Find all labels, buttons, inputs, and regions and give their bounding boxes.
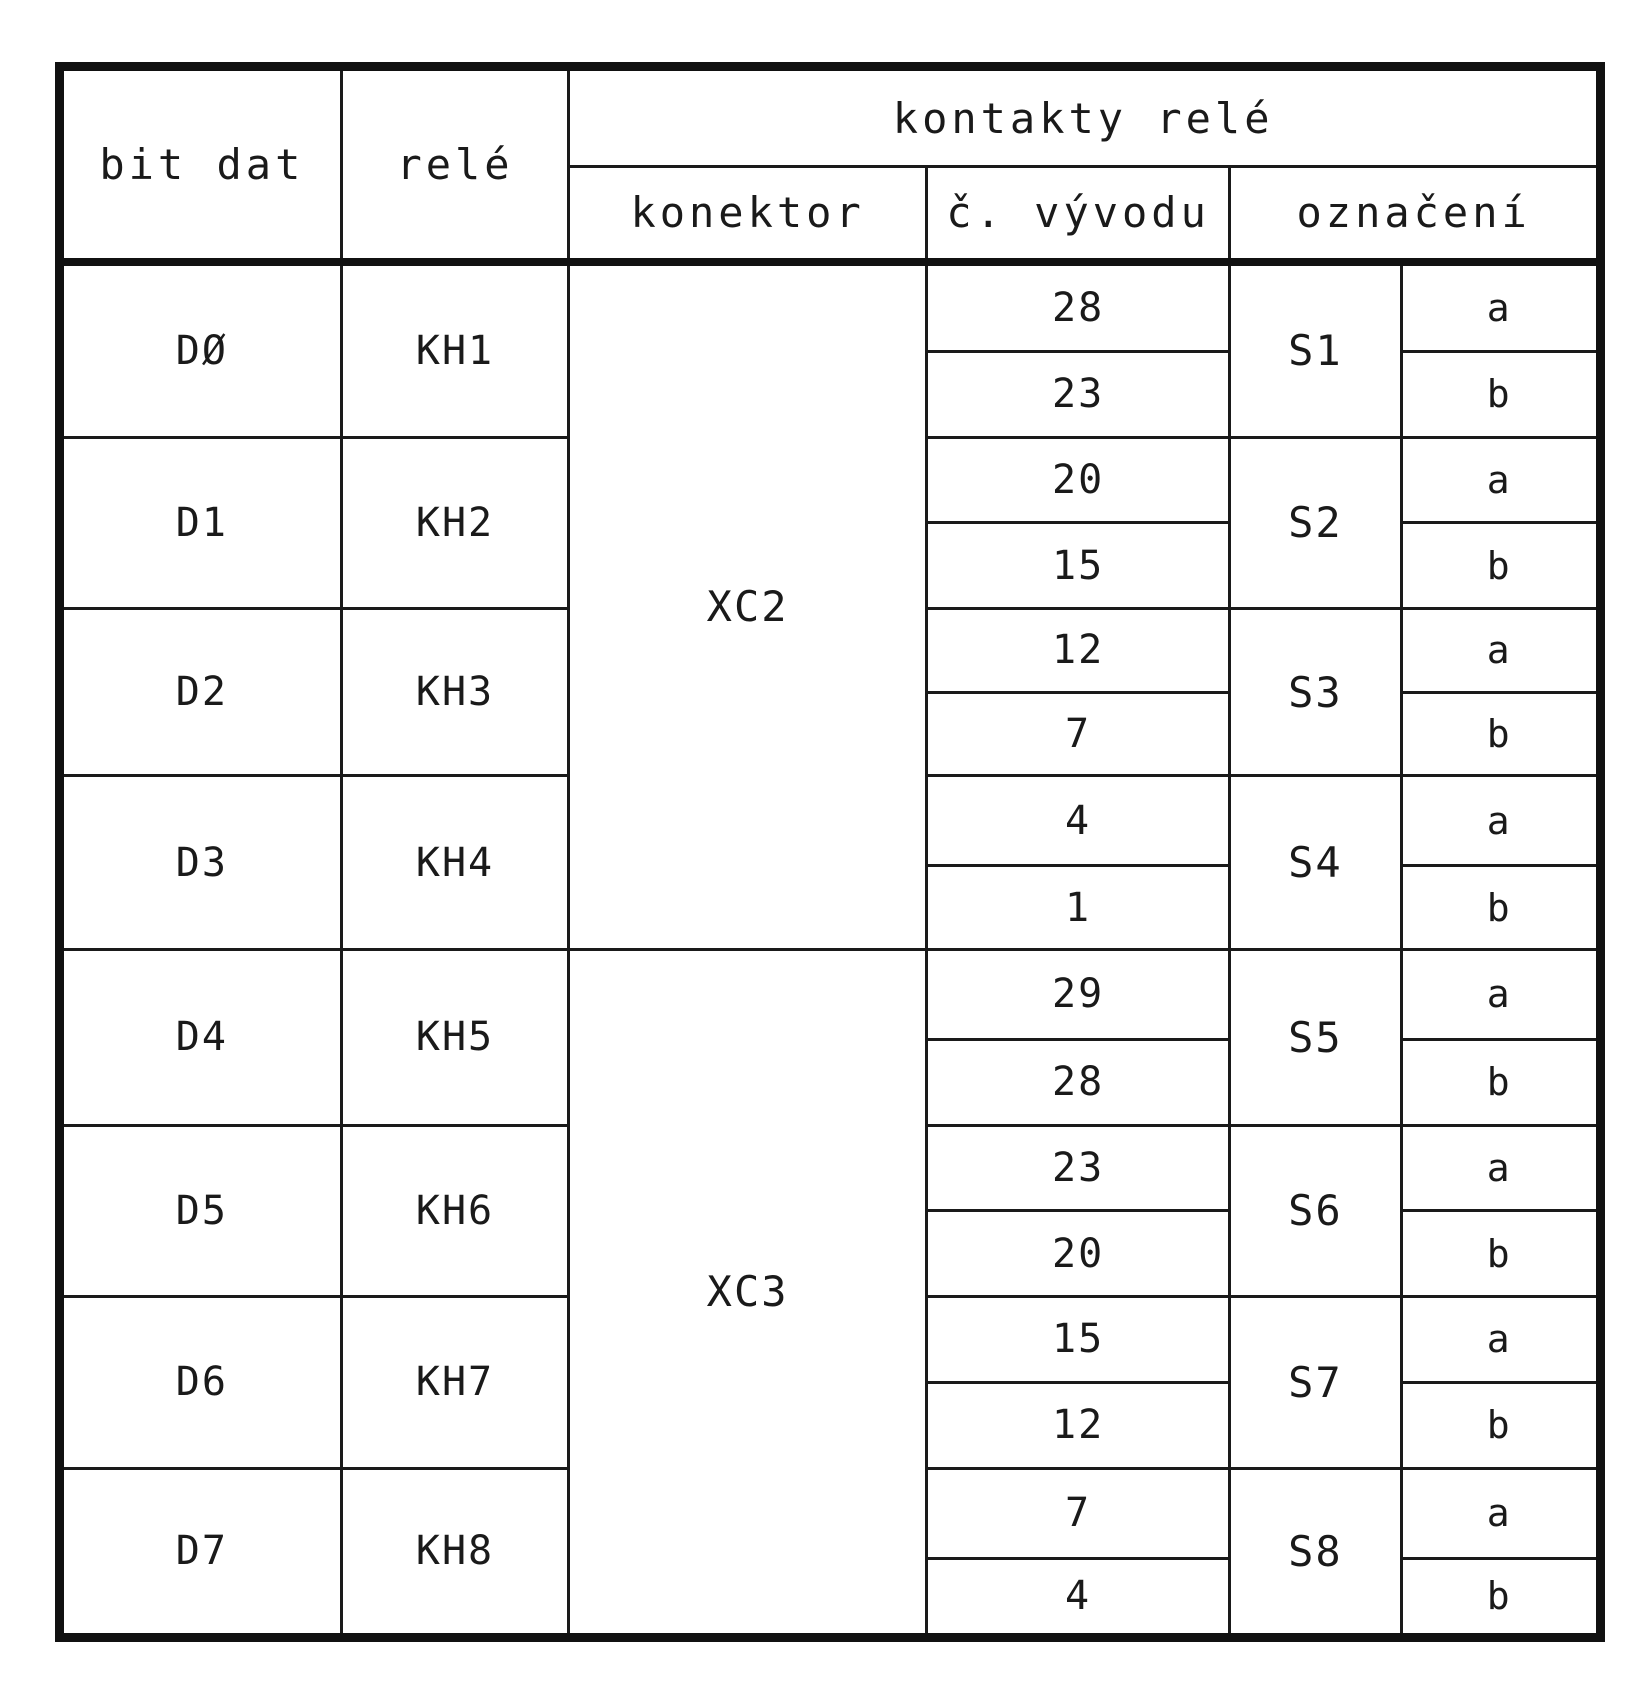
cell-relay: KH4 xyxy=(341,776,569,950)
cell-contact: b xyxy=(1401,1211,1601,1297)
header-designation: označení xyxy=(1230,167,1601,262)
cell-switch: S7 xyxy=(1230,1297,1401,1468)
cell-bit: D3 xyxy=(60,776,342,950)
header-relay-contacts: kontakty relé xyxy=(569,67,1601,167)
cell-contact: b xyxy=(1401,866,1601,950)
cell-pin: 23 xyxy=(926,1125,1229,1211)
relay-assignment-table xyxy=(55,62,1605,1642)
cell-contact: a xyxy=(1401,609,1601,693)
cell-relay: KH3 xyxy=(341,609,569,776)
cell-pin: 4 xyxy=(926,1558,1229,1637)
cell-pin: 1 xyxy=(926,866,1229,950)
cell-relay: KH5 xyxy=(341,949,569,1125)
cell-bit: D1 xyxy=(60,437,342,608)
cell-relay: KH1 xyxy=(341,262,569,438)
relay-table-container xyxy=(55,62,1605,1642)
cell-bit: D2 xyxy=(60,609,342,776)
cell-contact: a xyxy=(1401,1468,1601,1558)
cell-pin: 12 xyxy=(926,1382,1229,1468)
cell-pin: 15 xyxy=(926,523,1229,609)
cell-pin: 20 xyxy=(926,437,1229,523)
cell-pin: 29 xyxy=(926,949,1229,1039)
cell-contact: b xyxy=(1401,352,1601,438)
header-bit-data: bit dat xyxy=(60,67,342,262)
cell-connector-xc2: XC2 xyxy=(569,262,927,950)
cell-contact: b xyxy=(1401,1558,1601,1637)
cell-pin: 7 xyxy=(926,692,1229,776)
table-body xyxy=(60,262,1601,1638)
cell-relay: KH8 xyxy=(341,1468,569,1637)
cell-bit: D5 xyxy=(60,1125,342,1296)
header-connector: konektor xyxy=(569,167,927,262)
cell-switch: S2 xyxy=(1230,437,1401,608)
cell-pin: 28 xyxy=(926,262,1229,352)
cell-pin: 20 xyxy=(926,1211,1229,1297)
cell-bit: DØ xyxy=(60,262,342,438)
cell-switch: S3 xyxy=(1230,609,1401,776)
cell-contact: a xyxy=(1401,949,1601,1039)
cell-connector-xc3: XC3 xyxy=(569,949,927,1637)
cell-switch: S4 xyxy=(1230,776,1401,950)
cell-relay: KH2 xyxy=(341,437,569,608)
cell-switch: S8 xyxy=(1230,1468,1401,1637)
cell-contact: a xyxy=(1401,776,1601,866)
cell-contact: a xyxy=(1401,1297,1601,1383)
header-relay: relé xyxy=(341,67,569,262)
cell-pin: 15 xyxy=(926,1297,1229,1383)
cell-relay: KH7 xyxy=(341,1297,569,1468)
header-pin-number: č. vývodu xyxy=(926,167,1229,262)
cell-switch: S1 xyxy=(1230,262,1401,438)
cell-contact: a xyxy=(1401,1125,1601,1211)
cell-pin: 28 xyxy=(926,1039,1229,1125)
cell-pin: 12 xyxy=(926,609,1229,693)
cell-contact: b xyxy=(1401,1382,1601,1468)
cell-pin: 23 xyxy=(926,352,1229,438)
cell-contact: b xyxy=(1401,523,1601,609)
cell-contact: b xyxy=(1401,1039,1601,1125)
cell-switch: S6 xyxy=(1230,1125,1401,1296)
cell-relay: KH6 xyxy=(341,1125,569,1296)
cell-bit: D4 xyxy=(60,949,342,1125)
cell-pin: 7 xyxy=(926,1468,1229,1558)
cell-contact: b xyxy=(1401,692,1601,776)
cell-contact: a xyxy=(1401,437,1601,523)
cell-contact: a xyxy=(1401,262,1601,352)
cell-bit: D6 xyxy=(60,1297,342,1468)
cell-bit: D7 xyxy=(60,1468,342,1637)
cell-switch: S5 xyxy=(1230,949,1401,1125)
cell-pin: 4 xyxy=(926,776,1229,866)
